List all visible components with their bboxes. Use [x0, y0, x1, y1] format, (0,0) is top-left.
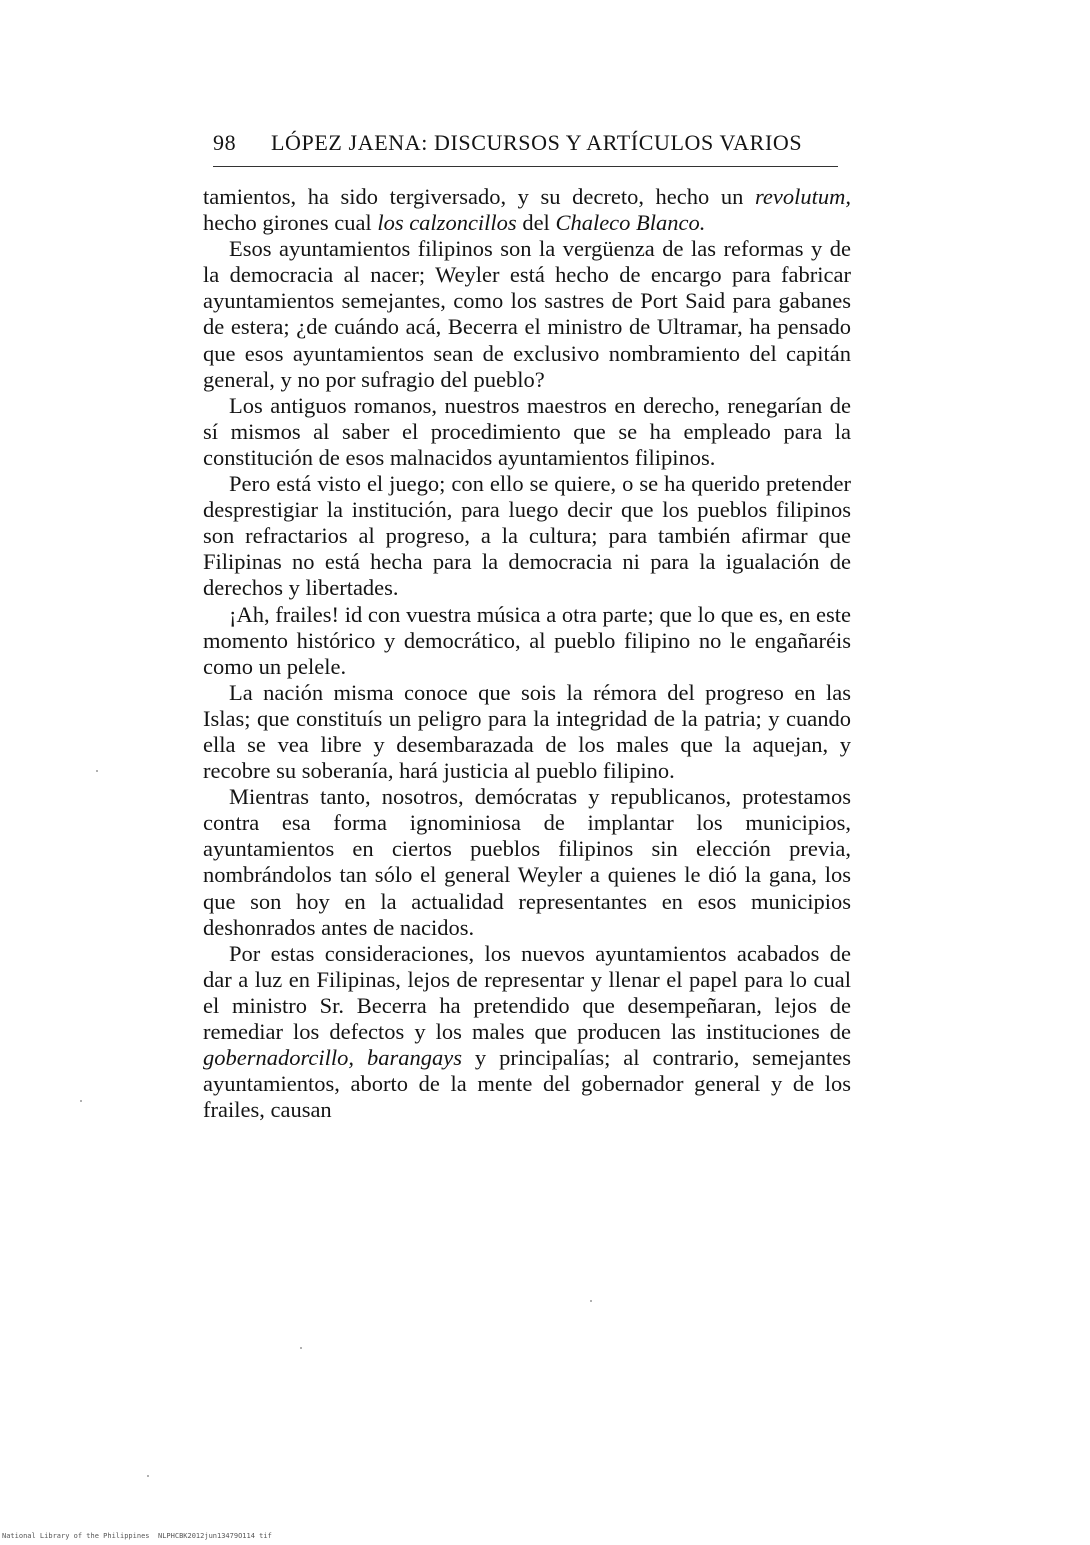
p1-text-a: tamientos, ha sido tergiversado, y su decreto, hecho un — [203, 184, 755, 209]
p1-italic-calzoncillos: los calzoncillos — [377, 210, 517, 236]
p1-italic-revolutum: revolutum, — [754, 184, 851, 209]
page-header — [213, 130, 838, 162]
paragraph-5: ¡Ah, frailes! id con vuestra música a otra parte; que lo que es, en este momento histórico y democrático, al pueblo filipino no le engañaréis como un pelele. — [203, 601, 851, 679]
paragraph-1 — [203, 184, 851, 236]
p8-text-a: Por estas consideraciones, los nuevos ayuntamientos acabados de dar a luz en Filipinas, lejos de representar y llenar el papel para lo cual el ministro Sr. Becerra ha pretendido que desempeñaran, lejos de remediar los defectos y los males que producen las instituciones de — [203, 940, 851, 1044]
paragraph-3: Los antiguos romanos, nuestros maestros en derecho, renegarían de sí mismos al saber el procedimiento que se ha empleado para la constitución de esos malnacidos ayuntamientos filipinos. — [203, 392, 851, 470]
scan-speck — [80, 1100, 82, 1102]
paragraph-6: La nación misma conoce que sois la rémora del progreso en las Islas; que constituís un peligro para la integridad de la patria; y cuando ella se vea libre y desembarazada de los males que la aquejan, y recobre su soberanía, hará justicia al pueblo filipino. — [203, 679, 851, 784]
paragraph-8 — [203, 941, 851, 1124]
page-number: 98 — [213, 130, 237, 155]
p1-italic-chaleco-blanco: Chaleco Blanco. — [555, 210, 706, 236]
p1-text-c: hecho girones cual — [203, 210, 378, 236]
footer-file-id: NLPHCBK2012jun13479O114 tif — [158, 1532, 272, 1540]
scan-speck — [147, 1475, 149, 1477]
body-text — [203, 184, 851, 1123]
scan-speck — [590, 1300, 592, 1302]
scan-speck — [300, 1347, 302, 1349]
p8-text-c: y principalías; al contrario, semejantes ayuntamientos, aborto de la mente del gobernador general y de los frailes, causan — [203, 1045, 851, 1123]
p8-italic-gobernadorcillo: gobernadorcillo, barangays — [203, 1045, 462, 1071]
paragraph-4: Pero está visto el juego; con ello se quiere, o se ha querido pretender desprestigiar la institución, para luego decir que los pueblos filipinos son refractarios al progreso, a la cultura; para también afirmar que Filipinas no está hecha para la democracia ni para la igualación de derechos y libertades. — [203, 471, 851, 601]
paragraph-2: Esos ayuntamientos filipinos son la vergüenza de las reformas y de la democracia al nacer; Weyler está hecho de encargo para fabricar ayuntamientos semejantes, como los sastres de Port Said para gabanes de estera; ¿de cuándo acá, Becerra el ministro de Ultramar, ha pensado que esos ayuntamientos sean de exclusivo nombramiento del capitán general, y no por sufragio del pueblo? — [203, 236, 851, 392]
header-rule — [213, 166, 838, 167]
paragraph-7: Mientras tanto, nosotros, demócratas y republicanos, protestamos contra esa forma ignominiosa de implantar los municipios, ayuntamientos en ciertos pueblos filipinos sin elección previa, nombrándolos tan sólo el general Weyler a quienes le dió la gana, los que son hoy en la actualidad representantes en esos municipios deshonrados antes de nacidos. — [203, 784, 851, 940]
p1-text-e: del — [516, 210, 556, 236]
footer-library-mark: National Library of the Philippines — [2, 1532, 150, 1540]
running-title: LÓPEZ JAENA: DISCURSOS Y ARTÍCULOS VARIOS — [271, 130, 803, 155]
scan-speck — [96, 770, 98, 772]
